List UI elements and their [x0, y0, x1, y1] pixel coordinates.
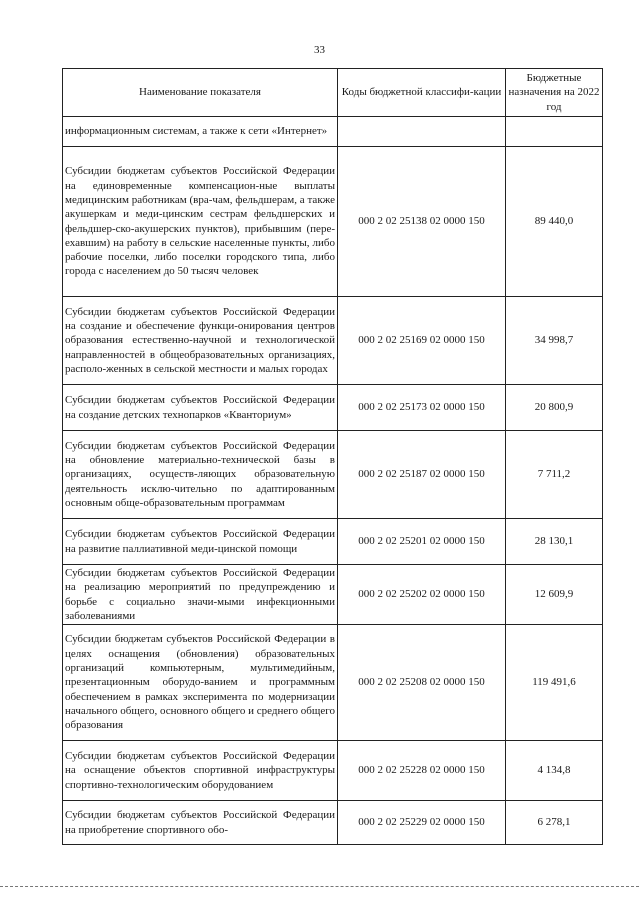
table-row — [63, 385, 603, 431]
row-name: информационным системам, а также к сети «Интернет» — [63, 117, 338, 147]
row-amount: 20 800,9 — [506, 385, 603, 431]
table-row — [63, 625, 603, 741]
row-code: 000 2 02 25201 02 0000 150 — [338, 519, 506, 565]
table-row — [63, 431, 603, 519]
row-amount: 89 440,0 — [506, 147, 603, 297]
row-code: 000 2 02 25208 02 0000 150 — [338, 625, 506, 741]
row-amount: 4 134,8 — [506, 741, 603, 801]
row-code: 000 2 02 25229 02 0000 150 — [338, 801, 506, 845]
row-code: 000 2 02 25173 02 0000 150 — [338, 385, 506, 431]
row-name: Субсидии бюджетам субъектов Российской Федерации на создание детских технопарков «Кванториум» — [63, 385, 338, 431]
row-code: 000 2 02 25169 02 0000 150 — [338, 297, 506, 385]
row-code: 000 2 02 25138 02 0000 150 — [338, 147, 506, 297]
table-row — [63, 519, 603, 565]
row-amount — [506, 117, 603, 147]
row-amount: 28 130,1 — [506, 519, 603, 565]
table-row — [63, 801, 603, 845]
row-name: Субсидии бюджетам субъектов Российской Федерации на приобретение спортивного обо- — [63, 801, 338, 845]
row-name: Субсидии бюджетам субъектов Российской Федерации на создание и обеспечение функци-онирования центров образования естественно-научной и технологической направленностей в общеобразовательных организациях, располо-женных в сельской местности и малых городах — [63, 297, 338, 385]
table-header — [63, 69, 603, 117]
table-row — [63, 117, 603, 147]
header-code: Коды бюджетной классифи-кации — [338, 69, 506, 117]
row-code — [338, 117, 506, 147]
budget-table — [62, 68, 603, 845]
header-amount: Бюджетные назначения на 2022 год — [506, 69, 603, 117]
row-amount: 119 491,6 — [506, 625, 603, 741]
table-row — [63, 297, 603, 385]
scan-edge-divider — [0, 886, 639, 887]
row-amount: 6 278,1 — [506, 801, 603, 845]
header-row — [63, 69, 603, 117]
table-row — [63, 147, 603, 297]
row-code: 000 2 02 25202 02 0000 150 — [338, 565, 506, 625]
row-name: Субсидии бюджетам субъектов Российской Федерации на оснащение объектов спортивной инфраструктуры спортивно-технологическим оборудованием — [63, 741, 338, 801]
row-name: Субсидии бюджетам субъектов Российской Федерации в целях оснащения (обновления) образовательных организаций компьютерным, мультимедийным, презентационным оборудо-ванием и программным обеспечением в рамках эксперимента по модернизации начального общего, основного общего и среднего общего образования — [63, 625, 338, 741]
row-code: 000 2 02 25228 02 0000 150 — [338, 741, 506, 801]
row-amount: 34 998,7 — [506, 297, 603, 385]
row-amount: 12 609,9 — [506, 565, 603, 625]
row-name: Субсидии бюджетам субъектов Российской Федерации на единовременные компенсацион-ные выплаты медицинским работникам (вра-чам, фельдшерам, а также акушеркам и меди-цинским сестрам фельдшерских и фельдшер-ско-акушерских пунктов), прибывшим (пере-ехавшим) на работу в сельские населенные пункты, либо рабочие поселки, либо поселки городского типа, либо города с населением до 50 тысяч человек — [63, 147, 338, 297]
table-body — [63, 117, 603, 845]
row-amount: 7 711,2 — [506, 431, 603, 519]
page-number: 33 — [314, 44, 325, 56]
row-name: Субсидии бюджетам субъектов Российской Федерации на развитие паллиативной меди-цинской помощи — [63, 519, 338, 565]
table-row — [63, 565, 603, 625]
table-row — [63, 741, 603, 801]
row-name: Субсидии бюджетам субъектов Российской Федерации на обновление материально-технической базы в организациях, осуществ-ляющих образовательную деятельность исклю-чительно по адаптированным основным обще-образовательным программам — [63, 431, 338, 519]
row-code: 000 2 02 25187 02 0000 150 — [338, 431, 506, 519]
row-name: Субсидии бюджетам субъектов Российской Федерации на реализацию мероприятий по предупреждению и борьбе с социально значи-мыми инфекционными заболеваниями — [63, 565, 338, 625]
header-name: Наименование показателя — [63, 69, 338, 117]
